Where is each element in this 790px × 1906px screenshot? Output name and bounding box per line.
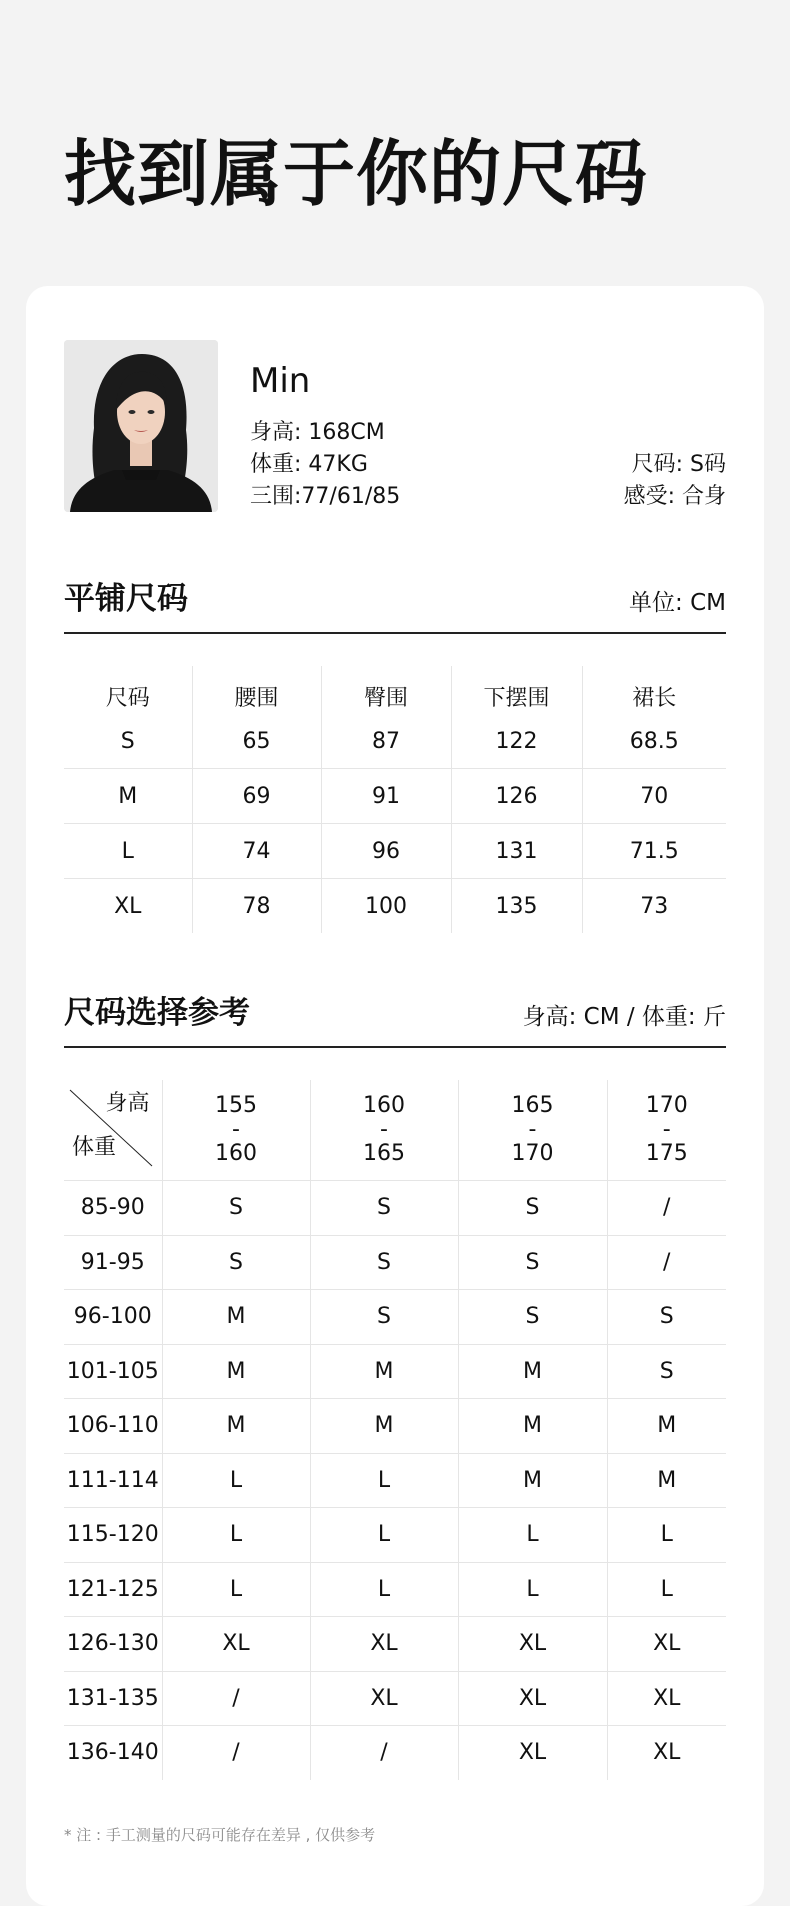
weight-range-cell: 106-110 [64,1399,162,1454]
weight-range-cell: 126-130 [64,1617,162,1672]
weight-range-cell: 85-90 [64,1181,162,1236]
size-cell: L [310,1562,458,1617]
table-row [64,1508,726,1563]
size-cell: S [162,1181,310,1236]
table-cell: 68.5 [582,714,726,769]
table-cell: 126 [451,769,582,824]
table-row [64,1453,726,1508]
size-cell: / [607,1235,726,1290]
size-cell: / [607,1181,726,1236]
table-row [64,1181,726,1236]
size-cell: XL [607,1671,726,1726]
weight-range-cell: 91-95 [64,1235,162,1290]
size-guide-table [64,1080,726,1780]
table-cell: 91 [321,769,451,824]
size-cell: S [162,1235,310,1290]
weight-range-cell: 131-135 [64,1671,162,1726]
table-row [64,1562,726,1617]
table-cell: M [64,769,192,824]
corner-weight-label: 体重 [72,1135,117,1160]
table-row [64,714,726,769]
height-range-max: 175 [645,1141,688,1166]
size-cell: M [458,1453,607,1508]
size-cell: M [162,1290,310,1345]
table-row [64,1399,726,1454]
size-cell: L [607,1562,726,1617]
size-cell: L [162,1562,310,1617]
table-cell: L [64,824,192,879]
size-cell: / [162,1726,310,1780]
weight-range-cell: 121-125 [64,1562,162,1617]
height-range-min: 165 [511,1093,554,1118]
table-cell: 87 [321,714,451,769]
height-range-cell [310,1080,458,1181]
size-cell: S [458,1181,607,1236]
table-cell: 70 [582,769,726,824]
table-row [64,1290,726,1345]
model-measurements: 三围:77/61/85 [250,484,401,509]
size-cell: M [310,1344,458,1399]
table-cell: 73 [582,879,726,934]
table-row [64,1671,726,1726]
flat-size-unit: 单位: CM [629,590,726,616]
size-cell: M [310,1399,458,1454]
size-cell: L [458,1508,607,1563]
table-row [64,769,726,824]
corner-cell [64,1080,162,1181]
model-name: Min [250,361,311,401]
size-guide-title: 尺码选择参考 [64,995,250,1031]
weight-range-cell: 111-114 [64,1453,162,1508]
size-cell: XL [607,1617,726,1672]
size-cell: L [162,1508,310,1563]
size-cell: S [310,1181,458,1236]
height-range-cell [607,1080,726,1181]
size-cell: S [458,1290,607,1345]
size-cell: M [162,1344,310,1399]
height-range-min: 170 [645,1093,688,1118]
table-row [64,1617,726,1672]
size-cell: XL [310,1671,458,1726]
table-cell: 78 [192,879,321,934]
size-cell: XL [607,1726,726,1780]
table-cell: XL [64,879,192,934]
size-cell: / [162,1671,310,1726]
model-height: 身高: 168CM [250,420,385,445]
height-range-dash: - [528,1117,537,1142]
table-cell: 135 [451,879,582,934]
weight-range-cell: 101-105 [64,1344,162,1399]
size-cell: S [310,1290,458,1345]
table-header-row [64,666,726,714]
height-range-cell [458,1080,607,1181]
table-cell: 100 [321,879,451,934]
weight-range-cell: 96-100 [64,1290,162,1345]
size-cell: M [458,1344,607,1399]
table-row [64,824,726,879]
size-guide-divider [64,1046,726,1048]
size-cell: M [162,1399,310,1454]
table-cell: 131 [451,824,582,879]
size-guide-unit: 身高: CM / 体重: 斤 [522,1004,726,1030]
weight-range-cell: 115-120 [64,1508,162,1563]
size-cell: L [310,1508,458,1563]
table-cell: S [120,728,135,754]
size-cell: L [458,1562,607,1617]
size-cell: XL [458,1617,607,1672]
header-cell: 尺码 [105,686,150,711]
header-cell: 臀围 [321,666,451,714]
flat-size-title: 平铺尺码 [64,581,188,617]
table-cell: 69 [192,769,321,824]
height-range-min: 155 [215,1093,257,1118]
page-title: 找到属于你的尺码 [64,132,649,216]
height-range-max: 170 [511,1141,554,1166]
flat-size-table [64,666,726,933]
table-cell: 65 [192,714,321,769]
model-fit: 感受: 合身 [623,484,726,509]
size-cell: S [458,1235,607,1290]
table-row [64,1344,726,1399]
flat-size-divider [64,632,726,634]
table-row [64,879,726,934]
size-cell: / [310,1726,458,1780]
height-range-max: 160 [215,1141,257,1166]
size-card [26,286,764,1906]
height-range-min: 160 [363,1093,405,1118]
size-cell: S [607,1290,726,1345]
weight-range-cell: 136-140 [66,1740,159,1766]
height-range-dash: - [662,1117,671,1142]
model-portrait-image [64,340,218,512]
table-row [64,1726,726,1780]
model-photo [64,340,218,512]
table-cell: 74 [192,824,321,879]
size-cell: L [607,1508,726,1563]
measurement-note: * 注 : 手工测量的尺码可能存在差异 , 仅供参考 [64,1826,376,1844]
height-range-max: 165 [363,1141,405,1166]
model-size: 尺码: S码 [631,452,726,477]
header-cell: 下摆围 [451,666,582,714]
size-cell: L [310,1453,458,1508]
size-cell: XL [162,1617,310,1672]
corner-height-label: 身高 [105,1091,150,1116]
table-cell: 71.5 [582,824,726,879]
table-header-row [64,1080,726,1181]
header-cell: 腰围 [192,666,321,714]
height-range-dash: - [380,1117,388,1142]
size-cell: XL [458,1726,607,1780]
size-cell: M [607,1453,726,1508]
size-cell: L [162,1453,310,1508]
model-weight: 体重: 47KG [250,452,368,477]
table-row [64,1235,726,1290]
size-cell: S [607,1344,726,1399]
table-cell: 122 [451,714,582,769]
size-cell: M [458,1399,607,1454]
height-range-dash: - [232,1117,240,1142]
height-range-cell [162,1080,310,1181]
size-cell: XL [458,1671,607,1726]
table-cell: 96 [321,824,451,879]
header-cell: 裙长 [582,666,726,714]
size-cell: XL [310,1617,458,1672]
size-cell: M [607,1399,726,1454]
size-cell: S [310,1235,458,1290]
